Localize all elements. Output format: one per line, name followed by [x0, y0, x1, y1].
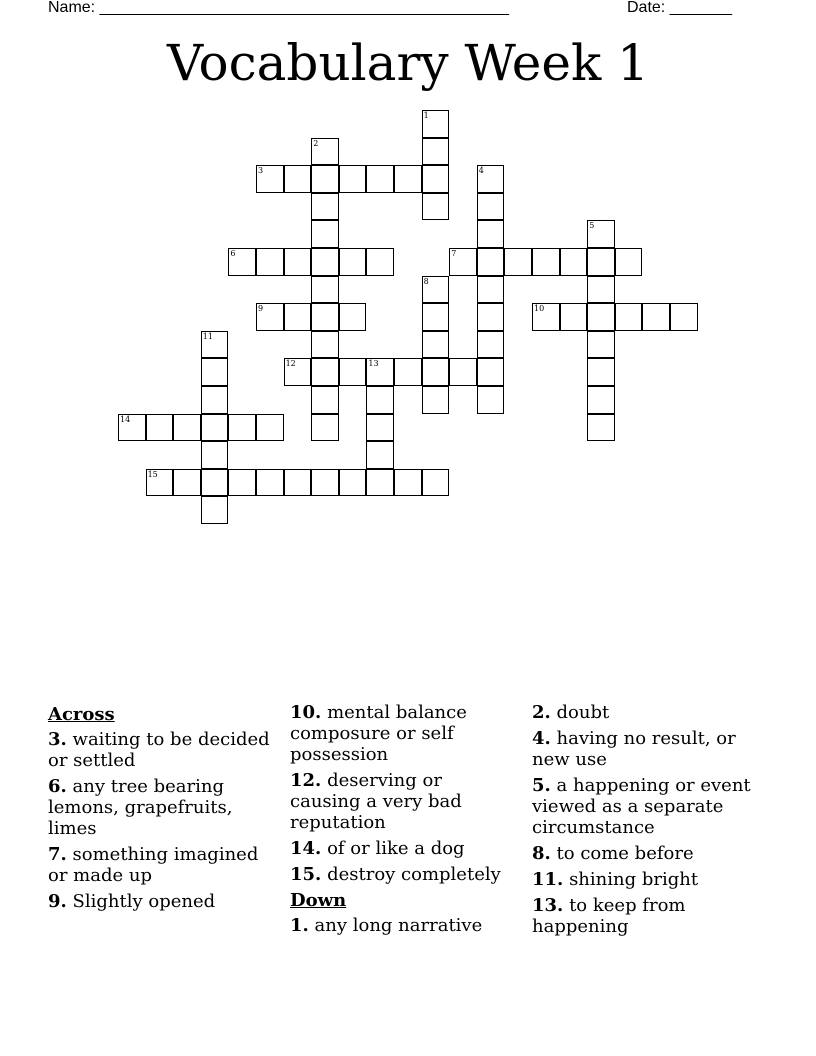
crossword-cell[interactable] [339, 358, 367, 386]
crossword-cell[interactable] [146, 414, 174, 442]
crossword-cell[interactable] [670, 303, 698, 331]
clue-item [532, 728, 757, 770]
clue-item [532, 869, 757, 890]
crossword-cell[interactable] [311, 303, 339, 331]
crossword-cell[interactable] [587, 248, 615, 276]
clue-text: something imagined or made up [48, 844, 259, 886]
crossword-cell[interactable] [366, 414, 394, 442]
crossword-cell[interactable] [201, 496, 229, 524]
clue-number: 9 [258, 304, 264, 314]
crossword-cell[interactable] [477, 331, 505, 359]
clue-number: 13 [368, 359, 379, 369]
clue-text: of or like a dog [327, 838, 465, 859]
clue-number: 8 [423, 276, 429, 286]
clue-number-label: 2. [532, 702, 551, 723]
crossword-cell[interactable] [532, 303, 560, 331]
crossword-cell[interactable] [615, 248, 643, 276]
clue-number-label: 3. [48, 729, 67, 750]
clue-text: shining bright [569, 869, 699, 890]
clue-text: destroy completely [327, 864, 501, 885]
crossword-cell[interactable] [256, 414, 284, 442]
crossword-cell[interactable] [311, 220, 339, 248]
crossword-cell[interactable] [339, 469, 367, 497]
crossword-cell[interactable] [477, 386, 505, 414]
clue-number-label: 4. [532, 728, 551, 749]
clue-item [290, 864, 515, 885]
clue-item [532, 843, 757, 864]
clue-item [48, 776, 273, 839]
crossword-cell[interactable] [311, 276, 339, 304]
section-heading-down: Down [290, 890, 347, 911]
clue-number-label: 14. [290, 838, 322, 859]
crossword-cell[interactable] [256, 165, 284, 193]
crossword-cell[interactable] [366, 248, 394, 276]
clue-item [48, 891, 273, 912]
clue-number-label: 8. [532, 843, 551, 864]
crossword-cell[interactable] [339, 303, 367, 331]
clue-number-label: 5. [532, 775, 551, 796]
crossword-cell[interactable] [560, 303, 588, 331]
crossword-cell[interactable] [366, 165, 394, 193]
clue-number-label: 11. [532, 869, 564, 890]
clues-column-2 [290, 702, 515, 941]
crossword-cell[interactable] [422, 193, 450, 221]
crossword-cell[interactable] [422, 331, 450, 359]
crossword-cell[interactable] [422, 138, 450, 166]
crossword-cell[interactable] [449, 248, 477, 276]
crossword-cell[interactable] [256, 469, 284, 497]
crossword-cell[interactable] [256, 303, 284, 331]
clue-number: 4 [478, 166, 484, 176]
clue-number-label: 9. [48, 891, 67, 912]
crossword-cell[interactable] [284, 165, 312, 193]
clue-item [48, 729, 273, 771]
crossword-cell[interactable] [587, 276, 615, 304]
crossword-cell[interactable] [201, 414, 229, 442]
crossword-cell[interactable] [587, 386, 615, 414]
clue-number-label: 7. [48, 844, 67, 865]
crossword-cell[interactable] [477, 276, 505, 304]
clue-number: 6 [230, 249, 236, 258]
crossword-cell[interactable] [201, 331, 229, 359]
clue-text: any tree bearing lemons, grapefruits, limes [48, 776, 233, 839]
clue-number: 1 [423, 111, 429, 120]
crossword-cell[interactable] [642, 303, 670, 331]
clue-text: mental balance composure or self possession [290, 702, 467, 765]
clues-column-1 [48, 702, 273, 917]
crossword-cell[interactable] [173, 469, 201, 497]
crossword-cell[interactable] [201, 441, 229, 469]
crossword-cell[interactable] [422, 165, 450, 193]
clue-number: 12 [285, 359, 296, 369]
crossword-cell[interactable] [228, 414, 256, 442]
clue-text: to keep from happening [532, 895, 686, 937]
crossword-cell[interactable] [228, 248, 256, 276]
clue-item [290, 702, 515, 765]
clue-number: 15 [147, 469, 158, 479]
crossword-cell[interactable] [587, 220, 615, 248]
crossword-cell[interactable] [284, 358, 312, 386]
crossword-cell[interactable] [422, 386, 450, 414]
crossword-cell[interactable] [477, 248, 505, 276]
clue-text: having no result, or new use [532, 728, 736, 770]
crossword-cell[interactable] [228, 469, 256, 497]
clue-number-label: 13. [532, 895, 564, 916]
clue-text: Slightly opened [72, 891, 216, 912]
crossword-cell[interactable] [615, 303, 643, 331]
crossword-cell[interactable] [477, 193, 505, 221]
crossword-cell[interactable] [118, 414, 146, 442]
clue-item [532, 895, 757, 937]
crossword-cell[interactable] [311, 414, 339, 442]
crossword-cell[interactable] [394, 165, 422, 193]
clue-number: 10 [534, 304, 545, 314]
crossword-cell[interactable] [587, 331, 615, 359]
crossword-cell[interactable] [339, 248, 367, 276]
crossword-cell[interactable] [477, 220, 505, 248]
crossword-cell[interactable] [173, 414, 201, 442]
crossword-cell[interactable] [146, 469, 174, 497]
crossword-cell[interactable] [422, 276, 450, 304]
clue-text: deserving or causing a very bad reputation [290, 770, 462, 833]
crossword-cell[interactable] [201, 386, 229, 414]
crossword-cell[interactable] [587, 358, 615, 386]
crossword-cell[interactable] [587, 414, 615, 442]
clue-number-label: 10. [290, 702, 322, 723]
clue-number-label: 1. [290, 915, 309, 936]
crossword-cell[interactable] [311, 358, 339, 386]
clue-number-label: 15. [290, 864, 322, 885]
crossword-cell[interactable] [311, 248, 339, 276]
crossword-cell[interactable] [311, 165, 339, 193]
crossword-cell[interactable] [284, 303, 312, 331]
section-heading-across: Across [48, 704, 115, 725]
clue-number: 2 [313, 138, 319, 148]
date-field-label: Date: _______ [627, 0, 732, 16]
crossword-cell[interactable] [366, 386, 394, 414]
crossword-cell[interactable] [311, 138, 339, 166]
crossword-cell[interactable] [311, 193, 339, 221]
crossword-cell[interactable] [477, 165, 505, 193]
crossword-cell[interactable] [284, 248, 312, 276]
crossword-cell[interactable] [201, 358, 229, 386]
clue-text: any long narrative [314, 915, 483, 936]
clue-number-label: 12. [290, 770, 322, 791]
crossword-cell[interactable] [366, 358, 394, 386]
crossword-cell[interactable] [366, 469, 394, 497]
clue-text: a happening or event viewed as a separate circumstance [532, 775, 751, 838]
crossword-cell[interactable] [477, 303, 505, 331]
crossword-cell[interactable] [422, 303, 450, 331]
clue-item [290, 915, 515, 936]
crossword-cell[interactable] [339, 165, 367, 193]
clue-item [48, 844, 273, 886]
crossword-cell[interactable] [422, 469, 450, 497]
crossword-cell[interactable] [422, 110, 450, 138]
crossword-cell[interactable] [394, 358, 422, 386]
clue-text: to come before [556, 843, 694, 864]
crossword-cell[interactable] [201, 469, 229, 497]
clue-number: 5 [589, 221, 595, 231]
clue-text: doubt [556, 702, 610, 723]
clue-number: 14 [120, 414, 131, 424]
clue-number: 7 [451, 249, 457, 258]
crossword-cell[interactable] [366, 441, 394, 469]
crossword-cell[interactable] [311, 469, 339, 497]
crossword-cell[interactable] [532, 248, 560, 276]
clue-item [290, 770, 515, 833]
crossword-cell[interactable] [449, 358, 477, 386]
crossword-cell[interactable] [394, 469, 422, 497]
clue-number: 11 [202, 331, 213, 341]
crossword-cell[interactable] [587, 303, 615, 331]
clue-item [532, 702, 757, 723]
crossword-cell[interactable] [311, 386, 339, 414]
clue-item [532, 775, 757, 838]
clue-text: waiting to be decided or settled [48, 729, 270, 771]
crossword-cell[interactable] [504, 248, 532, 276]
clue-item [290, 838, 515, 859]
crossword-cell[interactable] [284, 469, 312, 497]
crossword-cell[interactable] [477, 358, 505, 386]
page-title: Vocabulary Week 1 [167, 34, 649, 92]
crossword-cell[interactable] [256, 248, 284, 276]
clues-column-3 [532, 702, 757, 942]
crossword-cell[interactable] [560, 248, 588, 276]
crossword-cell[interactable] [311, 331, 339, 359]
clue-number-label: 6. [48, 776, 67, 797]
crossword-cell[interactable] [422, 358, 450, 386]
clue-number: 3 [258, 166, 264, 176]
name-field-label: Name: ______________________________________________ [48, 0, 509, 16]
